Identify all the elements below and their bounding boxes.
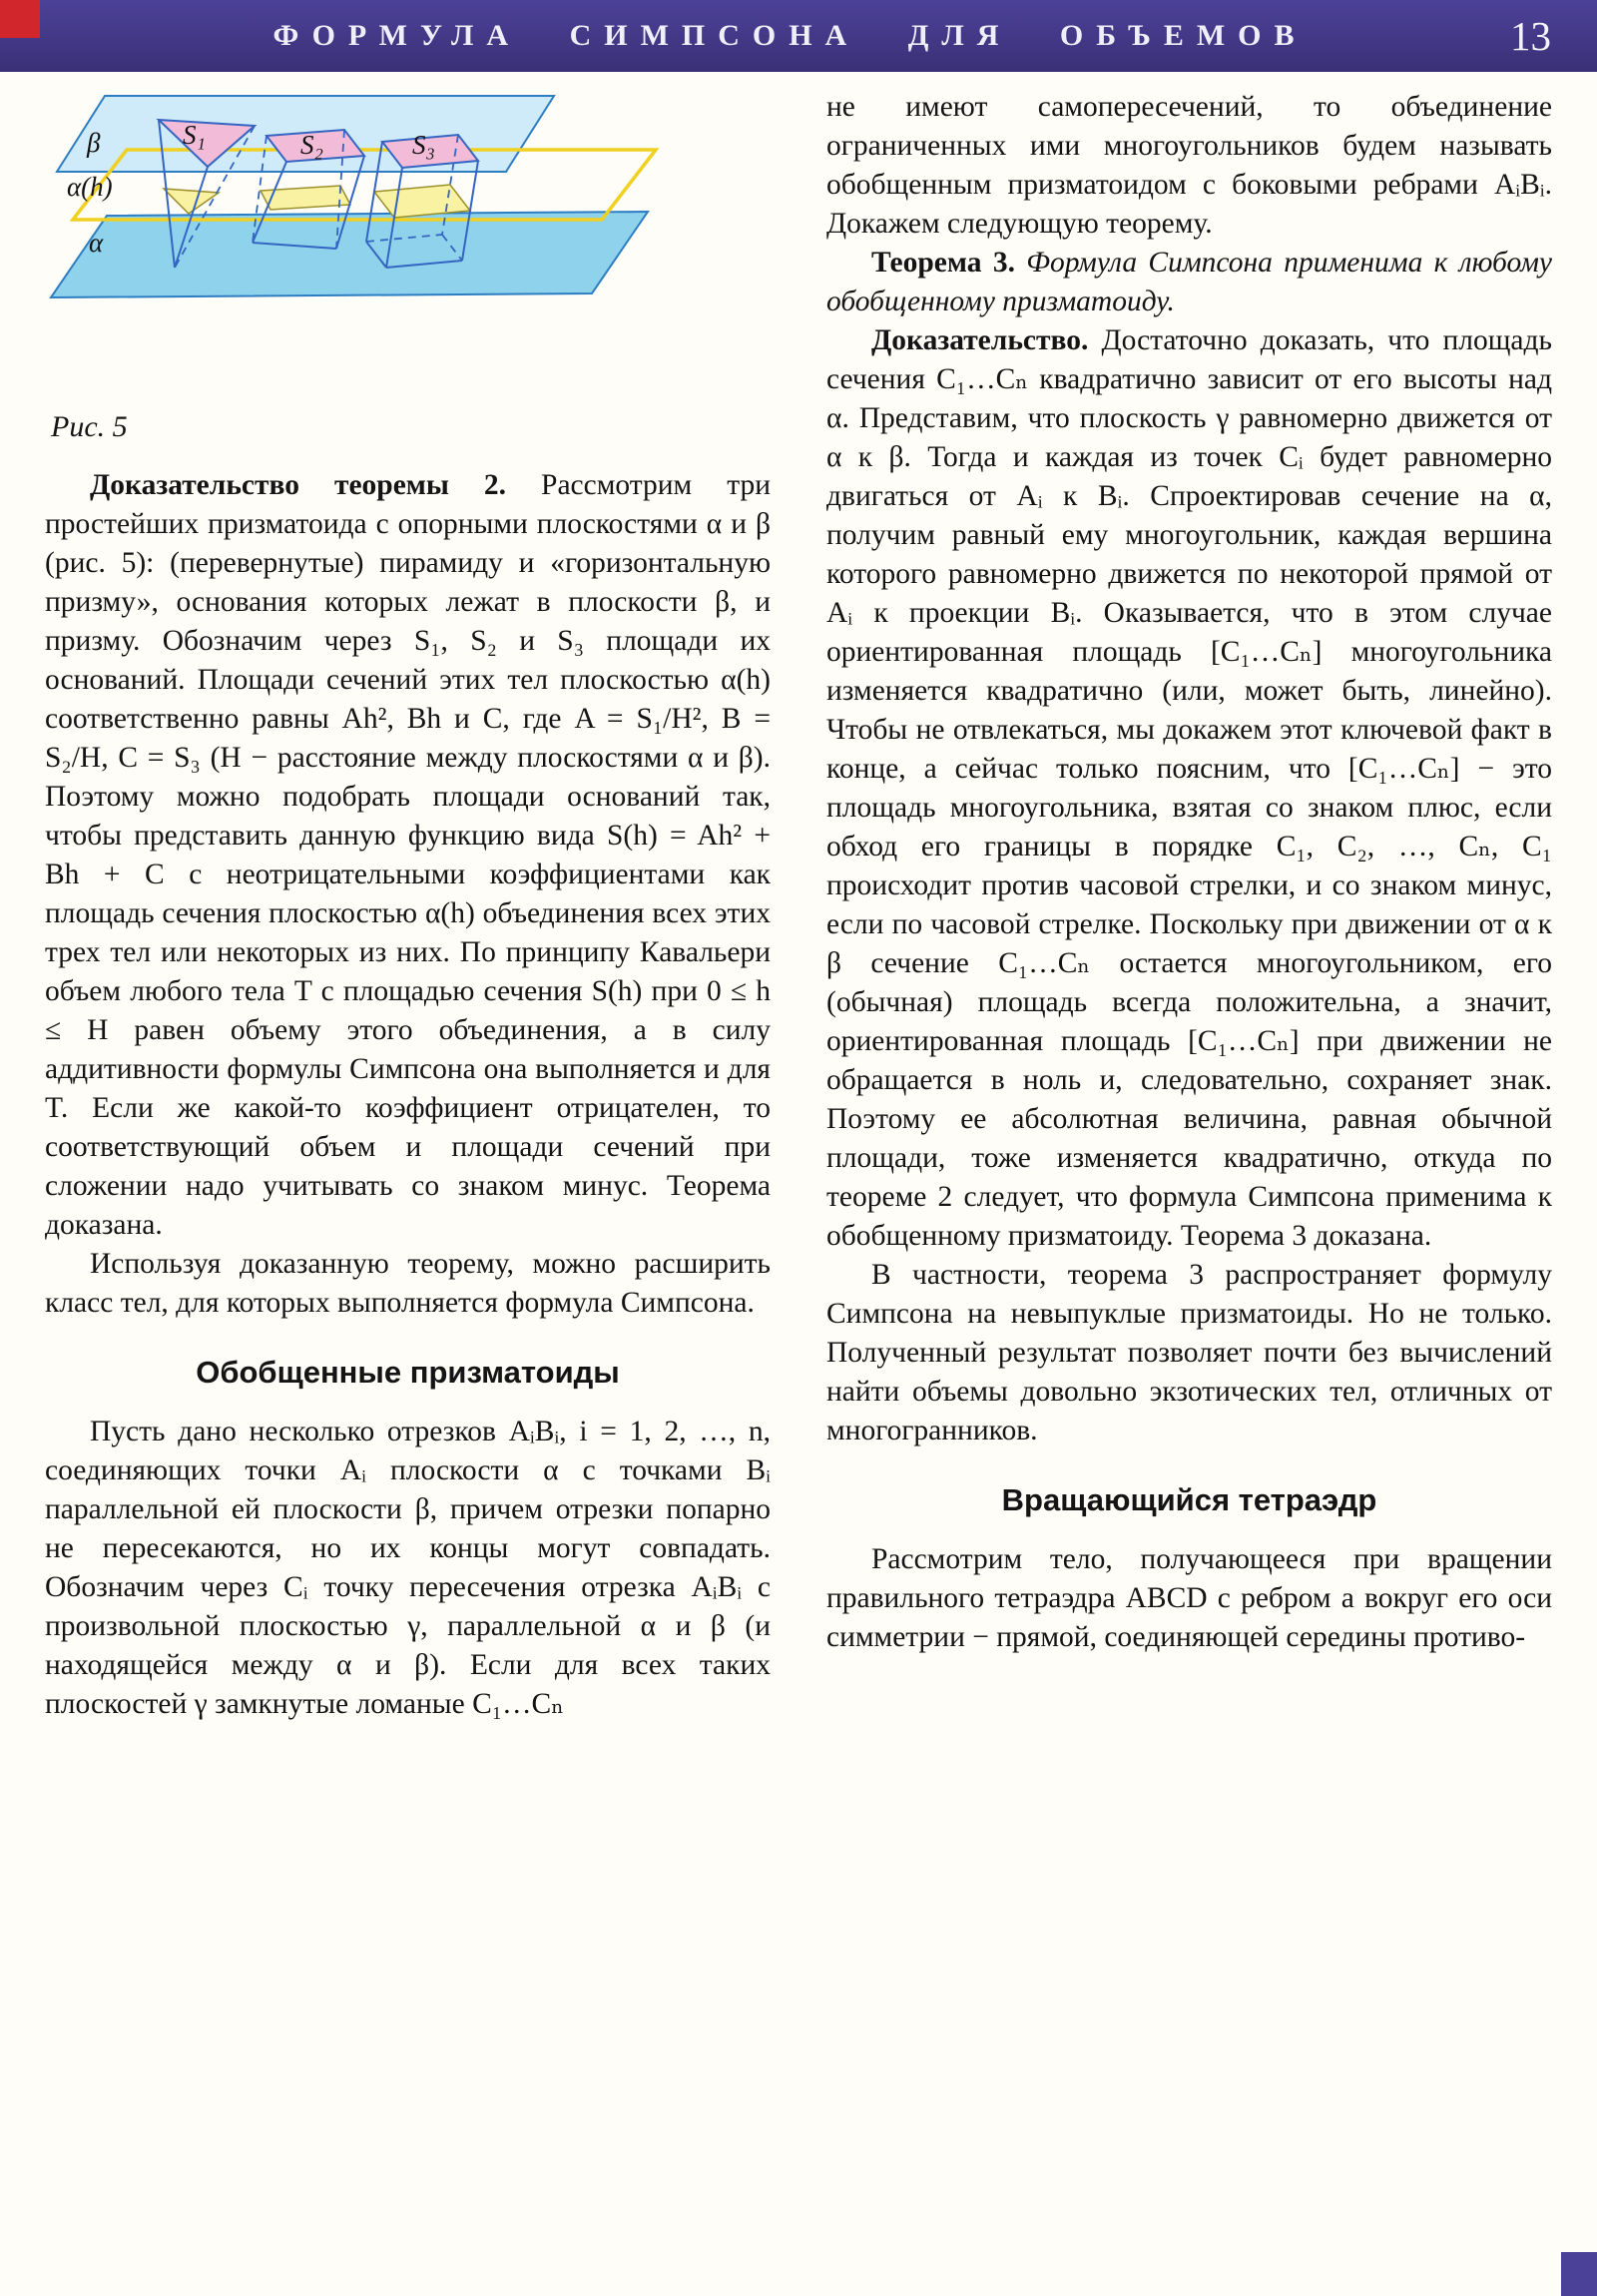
label-beta: β xyxy=(87,128,101,158)
left-column xyxy=(45,88,771,1724)
paragraph-proof-theorem-3 xyxy=(826,321,1552,1256)
header-title: ФОРМУЛА СИМПСОНА ДЛЯ ОБЪЕМОВ xyxy=(272,19,1308,52)
paragraph-proof-theorem-2 xyxy=(45,466,771,1245)
paragraph-lead: Доказательство. xyxy=(871,324,1089,356)
page-number: 13 xyxy=(1510,13,1551,59)
section-heading-rotating-tetrahedron: Вращающийся тетраэдр xyxy=(1001,1482,1377,1517)
page-body xyxy=(45,88,1552,1724)
paragraph-consequences: В частности, теорема 3 распространяет формулу Симпсона на невыпуклые призматоиды. Но не только. Полученный результат позволяет почти без вычислений найти объемы довольно экзотических тел, отличных от многогранников. xyxy=(826,1259,1552,1446)
plane-alpha xyxy=(51,212,648,297)
paragraph-text: Достаточно доказать, что площадь сечения C₁…Cₙ квадратично зависит от его высоты над α. Представим, что плоскость γ равномерно движется от α к β. Тогда и каждая из точек Cᵢ будет равномерно двигаться от Aᵢ к Bᵢ. Спроектировав сечение на α, получим равный ему многоугольник, каждая вершина которого равномерно движется по некоторой прямой от Aᵢ к проекции Bᵢ. Оказывается, что в этом случае ориентированная площадь [C₁…Cₙ] многоугольника изменяется квадратично (или, может быть, линейно). Чтобы не отвлекаться, мы докажем этот ключевой факт в конце, а сейчас только поясним, что [C₁…Cₙ] − это площадь многоугольника, взятая со знаком плюс, если обход его границы в порядке C₁, C₂, …, Cₙ, C₁ происходит против часовой стрелки, и со знаком минус, если по часовой стрелке. Поскольку при движении от α к β сечение C₁…Cₙ остается многоугольником, его (обычная) площадь всегда положительна, а значит, ориентированная площадь [C₁…Cₙ] при движении не обращается в ноль и, следовательно, сохраняет знак. Поэтому ее абсолютная величина, равная обычной площади, тоже изменяется квадратично, откуда по теореме 2 следует, что формула Симпсона применима к обобщенному призматоиду. Теорема 3 доказана. xyxy=(826,324,1552,1252)
paragraph-continuation: не имеют самопересечений, то объединение ограниченных ими многоугольников будем называть обобщенным призматоидом с боковыми ребрами AᵢBᵢ. Докажем следующую теорему. xyxy=(826,91,1552,240)
label-alpha: α xyxy=(89,228,104,258)
figure-5 xyxy=(45,92,771,396)
paragraph-extend-class: Используя доказанную теорему, можно расширить класс тел, для которых выполняется формула Симпсона. xyxy=(45,1248,771,1319)
right-column xyxy=(826,88,1552,1724)
paragraph-theorem-3 xyxy=(826,244,1552,321)
paragraph-rotating-tetrahedron: Рассмотрим тело, получающееся при вращении правильного тетраэдра ABCD с ребром a вокруг его оси симметрии − прямой, соединяющей середины противо- xyxy=(826,1543,1552,1653)
section-heading-generalized-prismatoids: Обобщенные призматоиды xyxy=(196,1355,620,1390)
page-header xyxy=(0,0,1597,72)
corner-accent-red xyxy=(0,0,40,38)
label-alpha-h: α(h) xyxy=(67,172,113,202)
figure-caption: Рис. 5 xyxy=(51,410,128,443)
corner-accent-purple xyxy=(1561,2252,1597,2296)
paragraph-lead: Теорема 3. xyxy=(871,247,1015,279)
paragraph-text: Рассмотрим три простейших призматоида с опорными плоскостями α и β (рис. 5): (перевернутые) пирамиду и «горизонтальную призму», основания которых лежат в плоскости β, и призму. Обозначим через S₁, S₂ и S₃ площади их оснований. Площади сечений этих тел плоскостью α(h) соответственно равны Ah², Bh и C, где A = S₁/H², B = S₂/H, C = S₃ (H − расстояние между плоскостями α и β). Поэтому можно подобрать площади оснований так, чтобы представить данную функцию вида S(h) = Ah² + Bh + C с неотрицательными коэффициентами как площадь сечения плоскостью α(h) объединения всех этих трех тел или некоторых из них. По принципу Кавальери объем любого тела T с площадью сечения S(h) при 0 ≤ h ≤ H равен объему этого объединения, а в силу аддитивности формулы Симпсона она выполняется и для T. Если же какой-то коэффициент отрицателен, то соответствующий объем и площади сечений при сложении надо учитывать со знаком минус. Теорема доказана. xyxy=(45,469,772,1241)
paragraph-text: Формула Симпсона применима к любому обобщенному призматоиду. xyxy=(826,247,1552,317)
figure-5-diagram xyxy=(45,92,734,391)
paragraph-segments-definition: Пусть дано несколько отрезков AᵢBᵢ, i = 1, 2, …, n, соединяющих точки Aᵢ плоскости α с точками Bᵢ параллельной ей плоскости β, причем отрезки попарно не пересекаются, но их концы могут совпадать. Обозначим через Cᵢ точку пересечения отрезка AᵢBᵢ с произвольной плоскостью γ, параллельной α и β (и находящейся между α и β). Если для всех таких плоскостей γ замкнутые ломаные C₁…Cₙ xyxy=(45,1416,771,1720)
label-s3: S₃ xyxy=(412,130,435,160)
label-s2: S₂ xyxy=(300,130,323,160)
label-s1: S₁ xyxy=(183,120,206,150)
paragraph-lead: Доказательство теоремы 2. xyxy=(90,469,507,501)
